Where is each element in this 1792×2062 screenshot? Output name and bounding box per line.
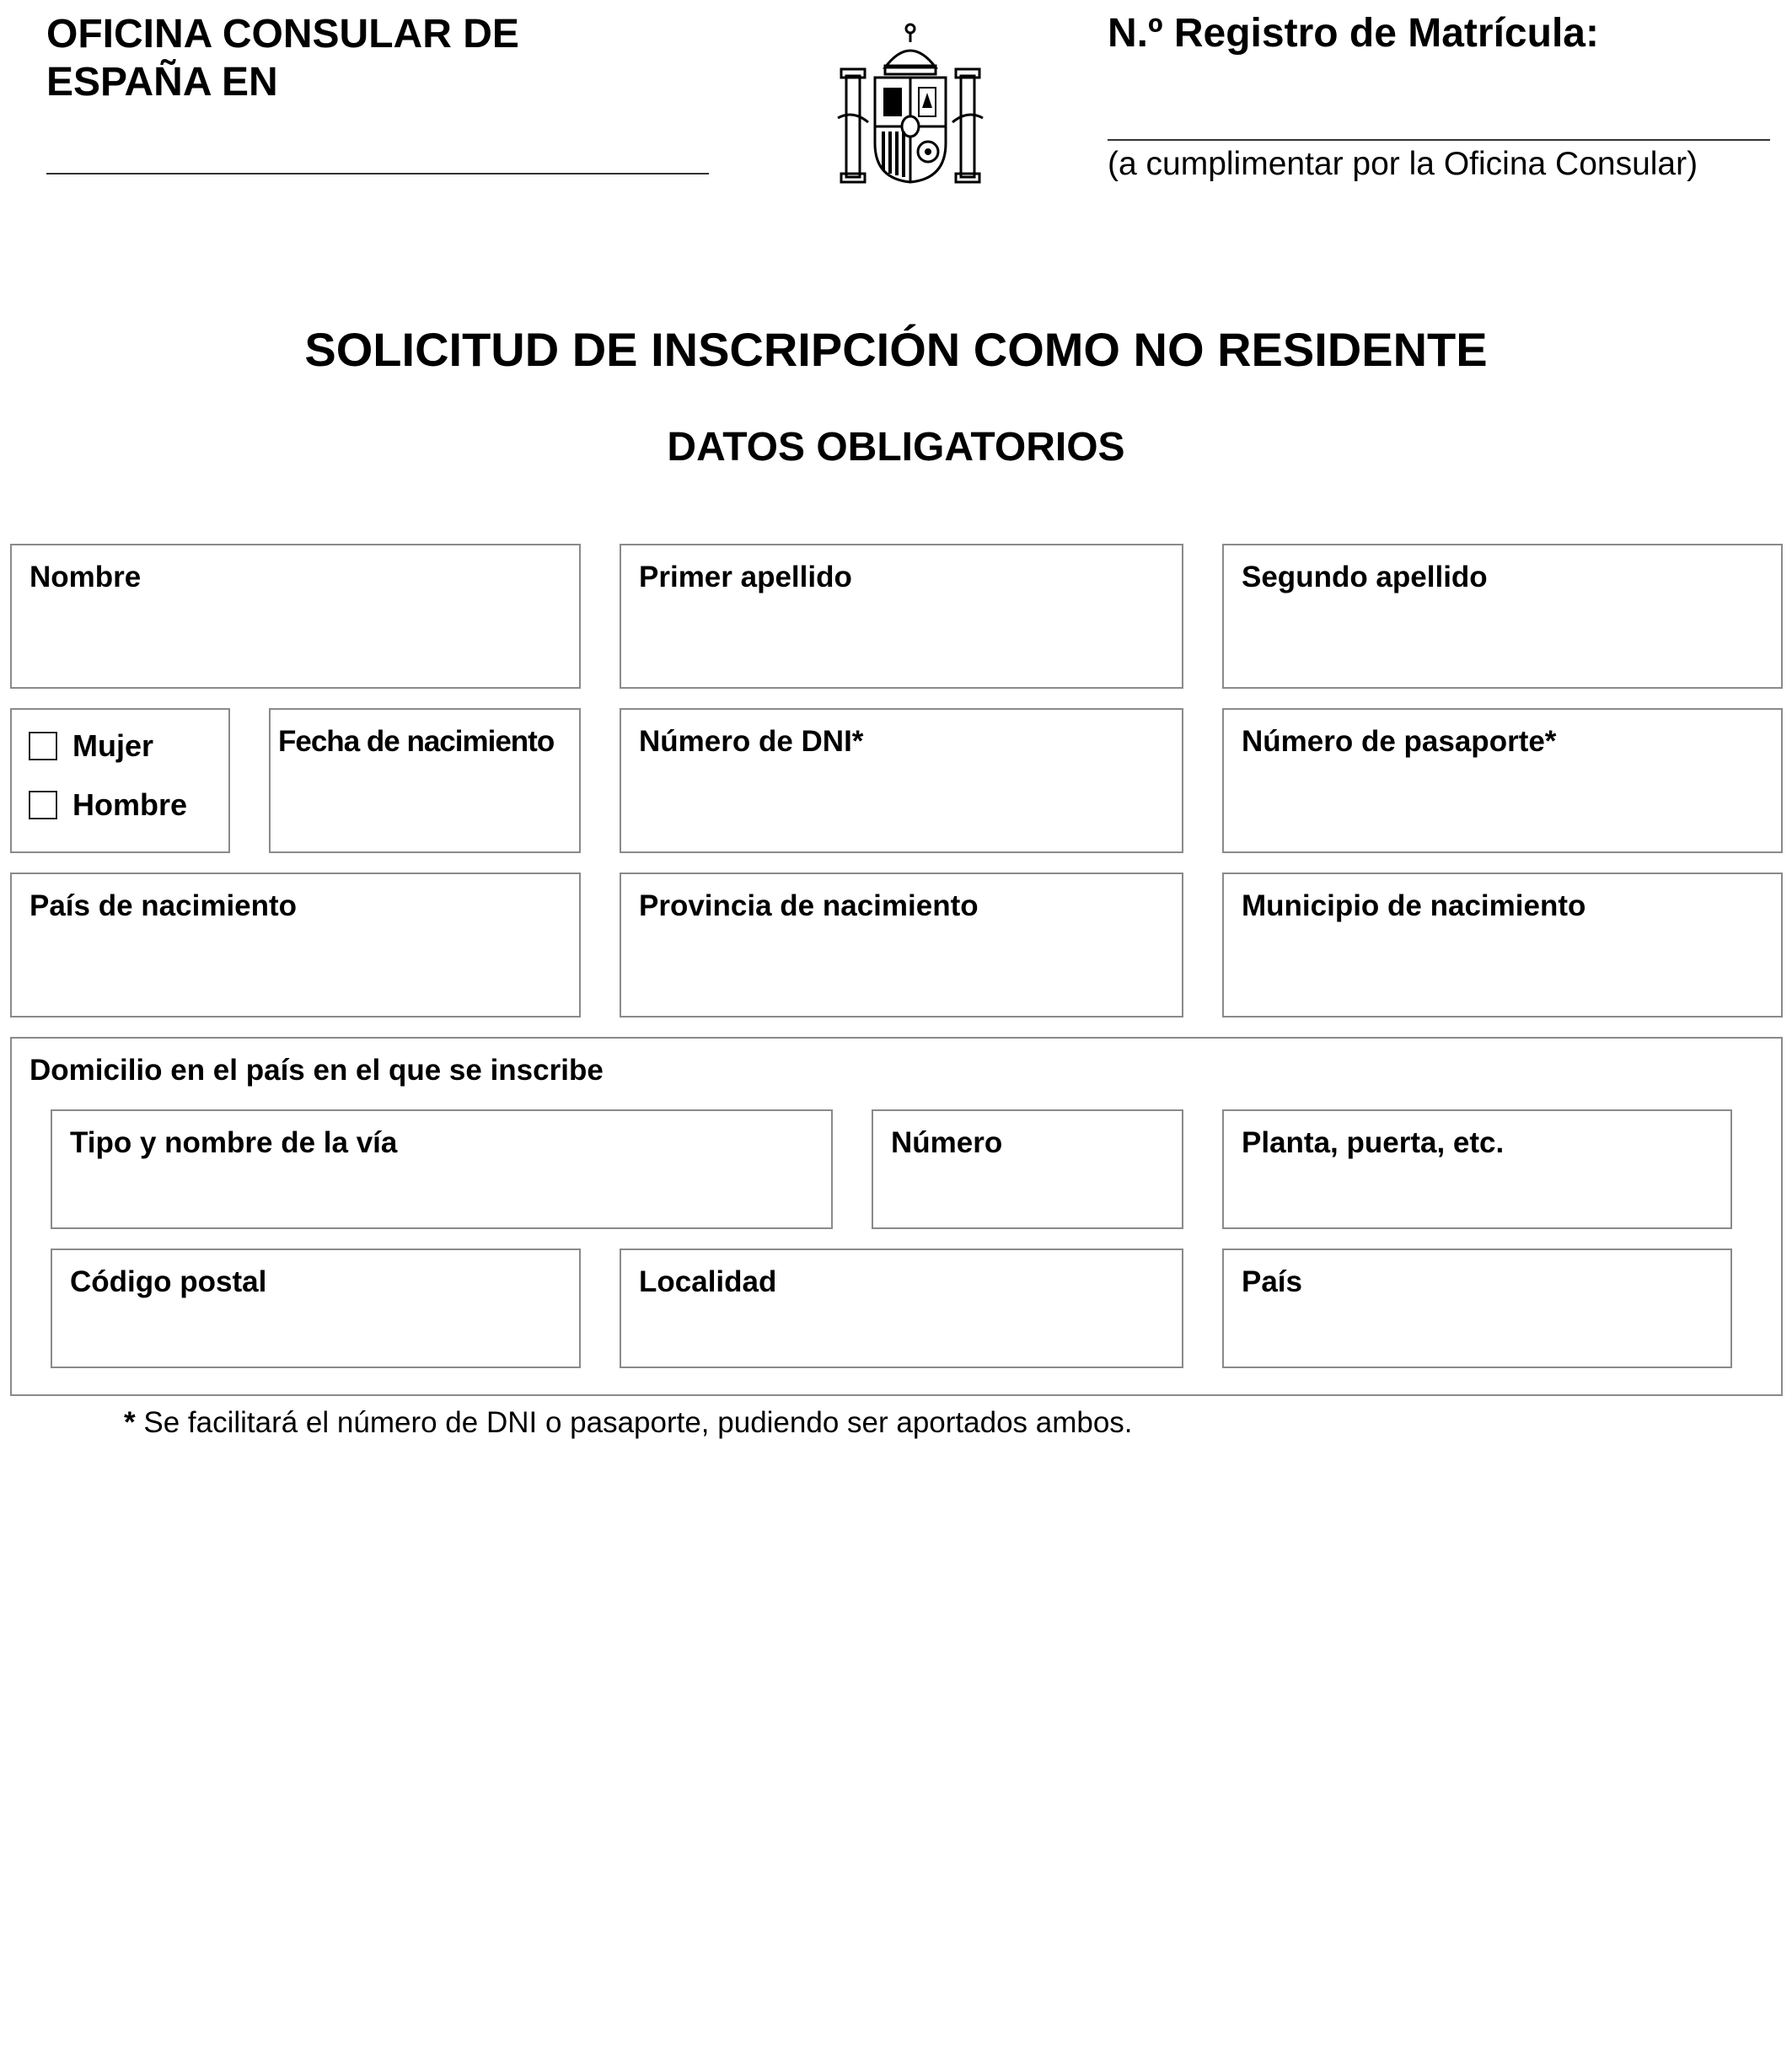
- primer-apellido-label: Primer apellido: [639, 561, 852, 593]
- pais-label: País: [1242, 1265, 1302, 1298]
- pais-nacimiento-label: País de nacimiento: [30, 889, 298, 922]
- office-line-1: OFICINA CONSULAR DE: [46, 12, 519, 56]
- segundo-apellido-label: Segundo apellido: [1242, 561, 1488, 593]
- office-line-2: ESPAÑA EN: [46, 60, 278, 105]
- planta-field[interactable]: [1222, 1109, 1732, 1229]
- localidad-label: Localidad: [639, 1265, 777, 1298]
- pais-field[interactable]: [1222, 1248, 1732, 1368]
- hombre-checkbox[interactable]: [29, 791, 57, 819]
- nombre-label: Nombre: [30, 561, 142, 593]
- consular-office-title: [46, 10, 721, 106]
- footnote-asterisk: *: [124, 1406, 136, 1439]
- section-subtitle: DATOS OBLIGATORIOS: [667, 425, 1125, 470]
- form-title: SOLICITUD DE INSCRIPCIÓN COMO NO RESIDENTE: [304, 323, 1488, 376]
- planta-label: Planta, puerta, etc.: [1242, 1126, 1505, 1159]
- coat-of-arms-of-spain-icon: [834, 17, 986, 185]
- hombre-label: Hombre: [72, 787, 188, 822]
- sex-option-mujer[interactable]: [29, 728, 153, 764]
- sex-selection-box: [10, 708, 230, 853]
- pasaporte-label: Número de pasaporte*: [1242, 725, 1557, 758]
- localidad-field[interactable]: [620, 1248, 1183, 1368]
- registry-note: (a cumplimentar por la Oficina Consular): [1108, 146, 1698, 182]
- pais-nacimiento-field[interactable]: [10, 873, 581, 1018]
- via-label: Tipo y nombre de la vía: [70, 1126, 398, 1159]
- segundo-apellido-field[interactable]: [1222, 544, 1783, 689]
- nombre-field[interactable]: [10, 544, 581, 689]
- dni-label: Número de DNI*: [639, 725, 864, 758]
- registry-number-field-line[interactable]: [1108, 139, 1770, 141]
- provincia-nacimiento-label: Provincia de nacimiento: [639, 889, 979, 922]
- mujer-label: Mujer: [72, 728, 154, 763]
- office-name-field-line[interactable]: [46, 173, 709, 175]
- sex-option-hombre[interactable]: [29, 787, 187, 823]
- footnote: [124, 1406, 1133, 1440]
- provincia-nacimiento-field[interactable]: [620, 873, 1183, 1018]
- codigo-postal-field[interactable]: [51, 1248, 581, 1368]
- numero-label: Número: [891, 1126, 1003, 1159]
- via-field[interactable]: [51, 1109, 833, 1229]
- primer-apellido-field[interactable]: [620, 544, 1183, 689]
- numero-field[interactable]: [872, 1109, 1183, 1229]
- fecha-nacimiento-label: Fecha de nacimiento: [278, 725, 555, 758]
- municipio-nacimiento-label: Municipio de nacimiento: [1242, 889, 1586, 922]
- domicilio-label: Domicilio en el país en el que se inscribe: [30, 1054, 604, 1087]
- registry-number-label: N.º Registro de Matrícula:: [1108, 11, 1599, 56]
- codigo-postal-label: Código postal: [70, 1265, 267, 1298]
- mujer-checkbox[interactable]: [29, 732, 57, 760]
- municipio-nacimiento-field[interactable]: [1222, 873, 1783, 1018]
- fecha-nacimiento-field[interactable]: [269, 708, 581, 853]
- dni-field[interactable]: [620, 708, 1183, 853]
- pasaporte-field[interactable]: [1222, 708, 1783, 853]
- footnote-text: Se facilitará el número de DNI o pasaporte, pudiendo ser aportados ambos.: [135, 1406, 1133, 1439]
